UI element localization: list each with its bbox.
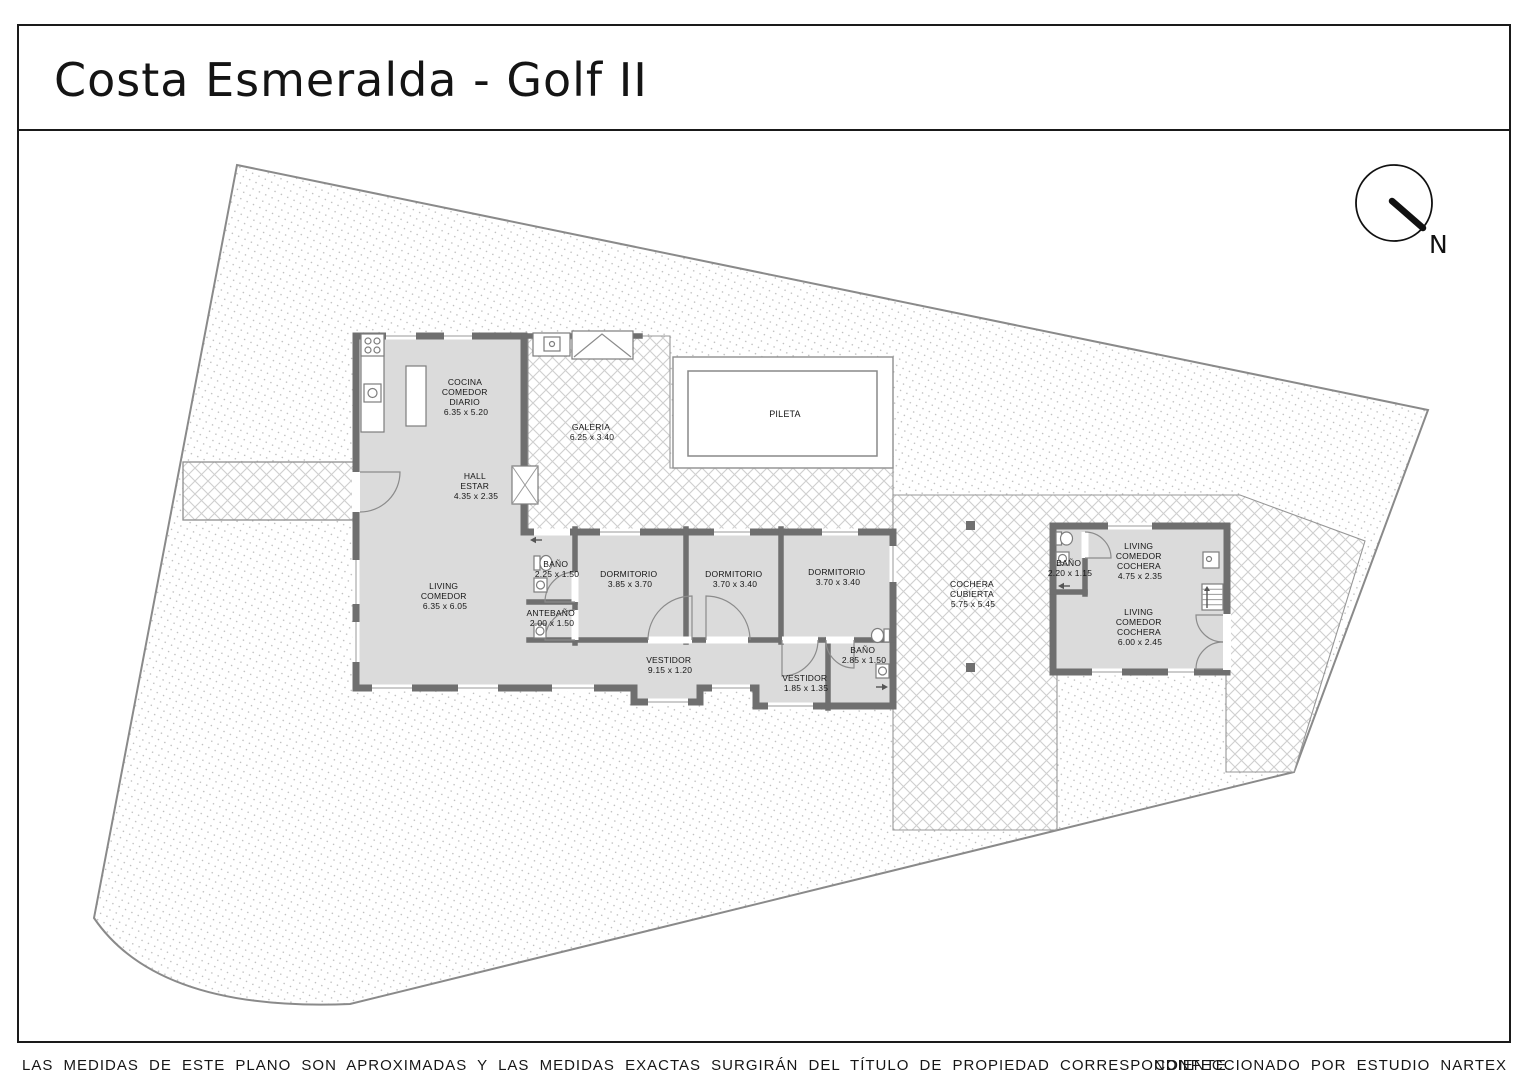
room-label-dorm2: DORMITORIO 3.70 x 3.40 [705, 569, 763, 589]
room-label-cochera: COCHERA CUBIERTA 5.75 x 5.45 [950, 579, 996, 609]
footer-credit: CONFECCIONADO POR ESTUDIO NARTEX [1154, 1057, 1507, 1074]
toilet-icon [534, 556, 540, 570]
parrilla-area [533, 331, 633, 359]
room-label-bano3: BAÑO 2.20 x 1.15 [1047, 558, 1093, 578]
room-label-vestidor2: VESTIDOR 1.85 x 1.35 [782, 673, 829, 693]
north-compass [1356, 165, 1448, 259]
room-label-pileta: PILETA [769, 409, 801, 419]
room-label-quincho-sup: LIVING COMEDOR COCHERA 4.75 x 2.35 [1115, 541, 1163, 581]
stairs-icon [1202, 584, 1223, 610]
room-label-bano1: BAÑO 2.25 x 1.50 [534, 559, 580, 579]
footer-disclaimer: LAS MEDIDAS DE ESTE PLANO SON APROXIMADAS Y LAS MEDIDAS EXACTAS SURGIRÁN DEL TÍTULO DE PROPIEDAD CORRESPONDIENTE. [22, 1057, 1232, 1074]
room-label-bano2: BAÑO 2.85 x 1.50 [841, 645, 887, 665]
room-label-living: LIVING COMEDOR 6.35 x 6.05 [420, 581, 468, 611]
north-label: N [1429, 230, 1448, 259]
room-label-dorm1: DORMITORIO 3.85 x 3.70 [600, 569, 658, 589]
chimney-icon [572, 331, 633, 359]
room-label-vestidor1: VESTIDOR 9.15 x 1.20 [646, 655, 693, 675]
cochera-column [966, 663, 975, 672]
room-label-cocina: COCINA COMEDOR DIARIO 6.35 x 5.20 [441, 377, 489, 417]
toilet-icon [884, 629, 890, 642]
room-label-antebano: ANTEBAÑO 2.00 x 1.50 [526, 608, 575, 628]
room-label-dorm3: DORMITORIO 3.70 x 3.40 [808, 567, 866, 587]
kitchen-island [406, 366, 426, 426]
room-label-galeria: GALERIA 6.25 x 3.40 [569, 422, 615, 442]
cochera-column [966, 521, 975, 530]
hall-glazed-door [512, 466, 538, 504]
room-label-quincho-inf: LIVING COMEDOR COCHERA 6.00 x 2.45 [1115, 607, 1163, 647]
plan-title: Costa Esmeralda - Golf II [54, 53, 648, 107]
stove-icon [361, 334, 384, 356]
room-label-hall: HALL ESTAR 4.35 x 2.35 [453, 471, 499, 501]
